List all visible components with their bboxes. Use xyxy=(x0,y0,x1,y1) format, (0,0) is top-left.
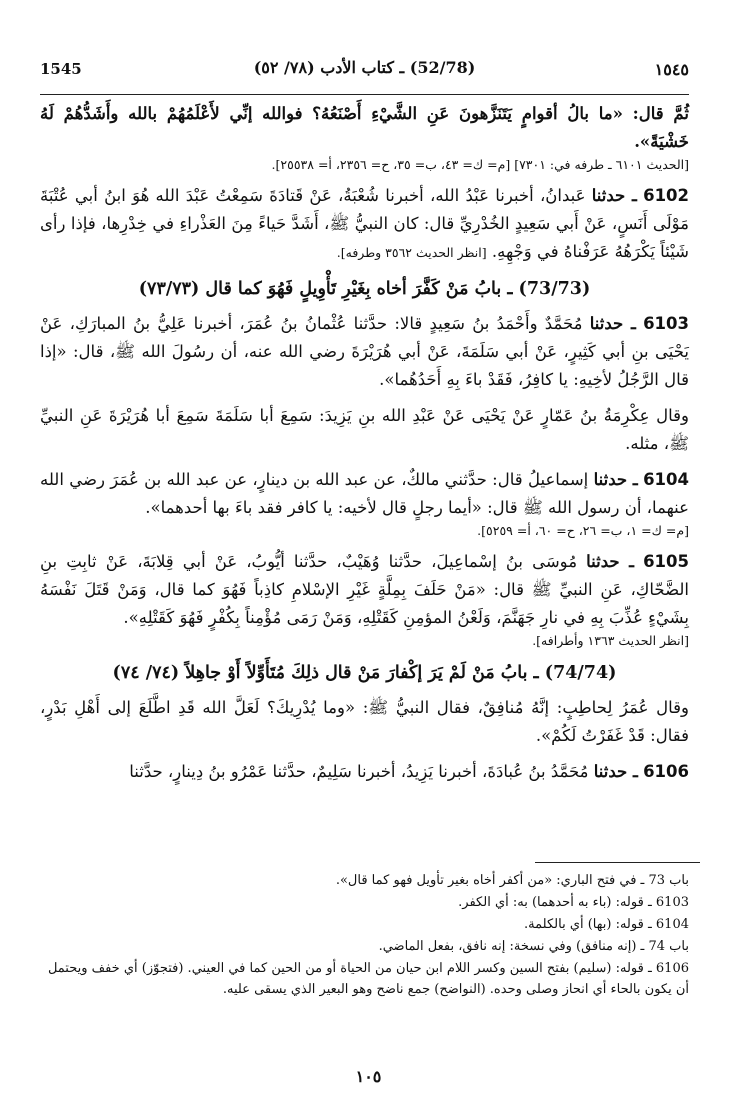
hadith-reference: [م= ك= ١، ب= ٢٦، ح= ٦٠، أ= ٥٢٥٩]. xyxy=(477,523,689,538)
footnote: باب 74 ـ (إنه منافق) وفي نسخة: إنه نافق، بفعل الماضي. xyxy=(378,939,689,954)
hadith-lead: ـ حدثنا xyxy=(593,470,638,489)
hadith-number: 6102 xyxy=(643,186,690,205)
hadith-reference: [انظر الحديث ٣٥٦٢ وطرفه]. xyxy=(336,245,487,260)
paragraph-continuation xyxy=(40,100,689,174)
footnote: 6106 ـ قوله: (سليم) بفتح السين وكسر اللام ابن حيان من الحياة أو من الحين كما في العيني. (فتجوّز) أي خفف ويحتمل أن يكون بالحاء أي انحاز وصلى وحده. (النواضح) جمع ناضح وهو البعير الذي يسقى عليه. xyxy=(47,961,689,997)
hadith-number: 6104 xyxy=(643,470,689,489)
hadith-number: 6105 xyxy=(643,552,690,571)
footnote: 6103 ـ قوله: (باء به أحدهما) به: أي الكفر. xyxy=(458,895,689,910)
hadith-text: مُحَمَّدُ بنُ عُبادَةَ، أخبرنا يَزِيدُ، أخبرنا سَلِيمٌ، حدَّثنا عَمْرُو بنُ دِينارٍ، حدَّثنا xyxy=(129,762,589,781)
hadith-6102 xyxy=(40,182,689,266)
header-rule xyxy=(40,94,689,95)
hadith-number: 6103 xyxy=(643,314,690,333)
hadith-reference: [الحديث ٦١٠١ ـ طرفه في: ٧٣٠١] [م= ك= ٤٣، ب= ٣٥، ح= ٢٣٥٦، أ= ٢٥٥٣٨]. xyxy=(271,157,689,172)
hadith-text: ثُمَّ قال: «ما بالُ أقوامٍ يَتَنَزَّهونَ عَنِ الشَّيْءِ أَصْنَعُهُ؟ فوالله إنِّي لأَعْلَمُهُمْ بالله وأَشَدُّهُمْ لَهُ خَشْيَةً». xyxy=(40,104,689,151)
running-title: (52/78) ـ كتاب الأدب (٧٨/ ٥٢) xyxy=(253,58,476,77)
page-header xyxy=(40,58,689,92)
hadith-6105 xyxy=(40,548,689,650)
hadith-lead: ـ حدثنا xyxy=(586,552,634,571)
hadith-text: إسماعيلُ قال: حدَّثني مالكٌ، عن عبد الله بن دينارٍ، عن عبد الله بن عُمَرَ رضي الله عنهما، أن رسول الله ﷺ قال: «أيما رجلٍ قال لأخيه: يا كافر فقد باءَ بها أحدهما». xyxy=(40,470,689,517)
page-number-arabic: ١٥٤٥ xyxy=(654,60,689,79)
page-footer-number: ١٠٥ xyxy=(355,1067,382,1086)
footnote: 6104 ـ قوله: (بها) أي بالكلمة. xyxy=(524,917,689,932)
chapter-heading-74: (74/74) ـ بابُ مَنْ لَمْ يَرَ إكْفارَ مَنْ قال ذلِكَ مُتَأَوِّلاً أَوْ جاهِلاً (٧٤/ ٧٤) xyxy=(112,663,617,683)
footnote-rule xyxy=(535,862,700,863)
hadith-reference: [انظر الحديث ١٣٦٣ وأطرافه]. xyxy=(532,633,689,648)
hadith-lead: ـ حدثنا xyxy=(589,314,636,333)
hadith-6103 xyxy=(40,310,689,394)
hadith-6106 xyxy=(40,758,689,786)
hadith-text: عَبدانُ، أخبرنا عَبْدُ الله، أخبرنا شُعْبَةُ، عَنْ قَتادَةَ سَمِعْتُ عَبْدَ الله هُوَ ابنُ أبي عُتْبَةَ مَوْلَى أَنَسٍ، عَنْ أَبي سَعِيدٍ الخُدْرِيِّ قال: كان النبيُّ ﷺ، أَشَدَّ حَياءً مِنَ العَذْراءِ في خِدْرِها، فإذا رأى شَيْئاً يَكْرَهُهُ عَرَفْناهُ في وَجْهِهِ. xyxy=(40,186,689,261)
hadith-lead: ـ حدثنا xyxy=(591,186,637,205)
page-number-latin: 1545 xyxy=(40,60,82,78)
hadith-lead: ـ حدثنا xyxy=(593,762,638,781)
hadith-6103-note: وقال عِكْرِمَةُ بنُ عَمّارٍ عَنْ يَحْيَى عَنْ عَبْدِ الله بنِ يَزِيدَ: سَمِعَ أبا سَلَمَةَ سَمِعَ أبا هُرَيْرَةَ عَنِ النبيِّ ﷺ، مثله. xyxy=(40,406,689,453)
footnotes xyxy=(40,870,689,1001)
chapter-74-intro: وقال عُمَرُ لِحاطِبٍ: إنَّهُ مُنافِقٌ، فقال النبيُّ ﷺ: «وما يُدْرِيكَ؟ لَعَلَّ الله قَدِ اطَّلَعَ إلى أَهْلِ بَدْرٍ، فقال: قَدْ غَفَرْتُ لَكُمْ». xyxy=(40,698,689,745)
main-text xyxy=(40,100,689,794)
hadith-text: مُوسَى بنُ إسْماعِيلَ، حدَّثنا وُهَيْبٌ، حدَّثنا أيُّوبُ، عَنْ أبي قِلابَةَ، عَنْ ثابِتِ بنِ الضَّحّاكِ، عَنِ النبيِّ ﷺ قال: «مَنْ حَلَفَ بِمِلَّةٍ غَيْرِ الإسْلامِ كاذِباً فَهُوَ كما قال، وَمَنْ قَتَلَ نَفْسَهُ بِشَيْءٍ عُذِّبَ بِهِ في نارِ جَهَنَّمَ، وَلَعْنُ المؤمِنِ كَقَتْلِهِ، وَمَنْ رَمَى مُؤْمِناً بِكُفْرٍ فَهُوَ كَقَتْلِهِ». xyxy=(40,552,689,627)
hadith-number: 6106 xyxy=(643,762,689,781)
footnote: باب 73 ـ في فتح الباري: «من أكفر أخاه بغير تأويل فهو كما قال». xyxy=(335,873,689,888)
hadith-6104 xyxy=(40,466,689,540)
chapter-heading-73: (73/73) ـ بابُ مَنْ كَفَّرَ أخاه بِغَيْرِ تَأْوِيلٍ فَهُوَ كما قال (٧٣/٧٣) xyxy=(138,279,591,299)
hadith-text: مُحَمَّدٌ وأَحْمَدُ بنُ سَعِيدٍ قالا: حدَّثنا عُثْمانُ بنُ عُمَرَ، أخبرنا عَلِيُّ بنُ المبارَكِ، عَنْ يَحْيَى بنِ أبي كَثِيرٍ، عَنْ أبي سَلَمَةَ، عَنْ أبي هُرَيْرَةَ رضي الله عنه، أن رسُولَ الله ﷺ، قال: «إذا قال الرَّجُلُ لأخِيهِ: يا كافِرُ، فَقَدْ باءَ بِهِ أَحَدُهُما». xyxy=(40,314,689,389)
